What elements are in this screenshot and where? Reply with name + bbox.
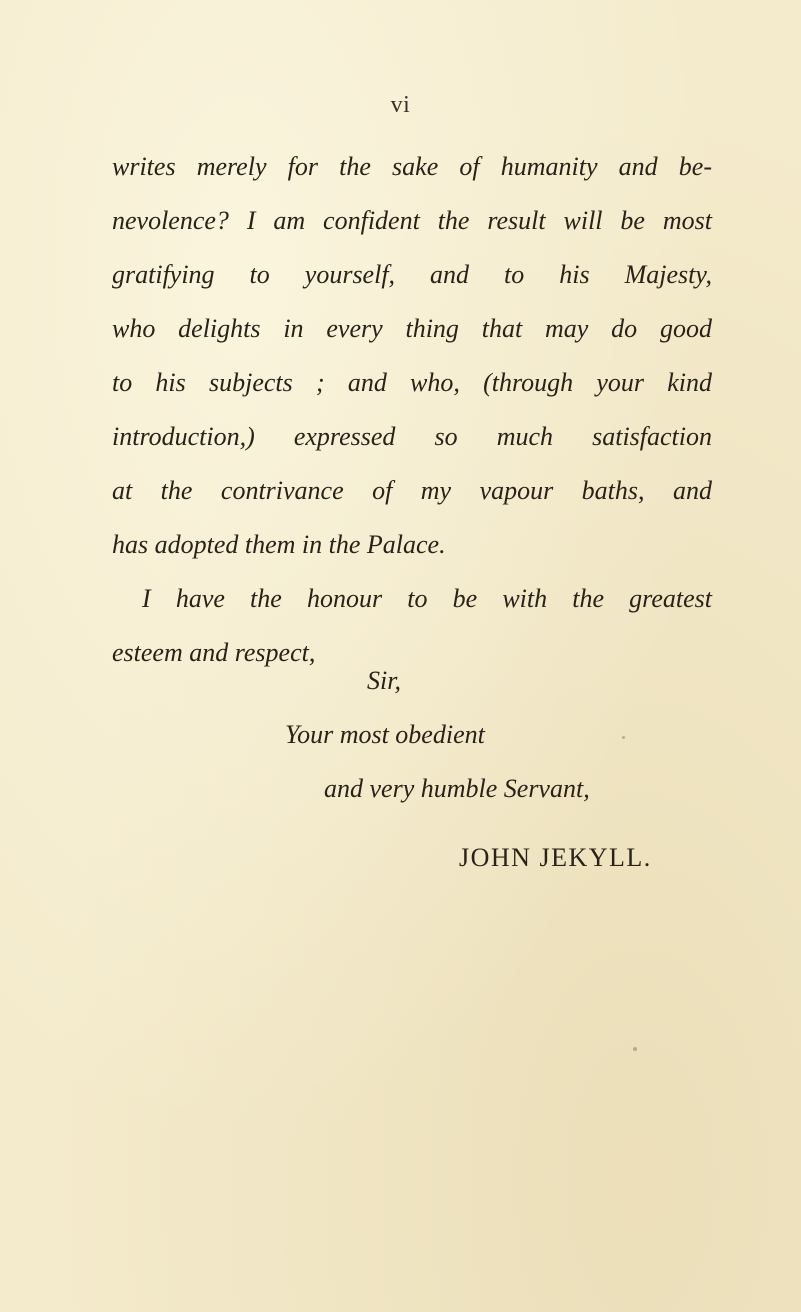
signature: JOHN JEKYLL. — [459, 843, 652, 872]
text-line: to his subjects ; and who, (through your kind — [112, 368, 712, 397]
letter-body — [112, 140, 712, 680]
text-line: at the contrivance of my vapour baths, and — [112, 476, 712, 505]
closing-line: and very humble Servant, — [324, 774, 590, 803]
paper-speck — [622, 736, 625, 739]
salutation: Sir, — [367, 666, 401, 695]
text-line: who delights in every thing that may do good — [112, 314, 712, 343]
text-line: esteem and respect, — [112, 638, 316, 667]
text-line: gratifying to yourself, and to his Majesty, — [112, 260, 712, 289]
text-line: writes merely for the sake of humanity and be- — [112, 152, 712, 181]
text-line: has adopted them in the Palace. — [112, 530, 446, 559]
text-line: I have the honour to be with the greatest — [142, 584, 712, 613]
page-number: vi — [390, 92, 411, 118]
paper-speck — [633, 1047, 637, 1051]
text-line: nevolence? I am confident the result will be most — [112, 206, 712, 235]
text-line: introduction,) expressed so much satisfaction — [112, 422, 712, 451]
closing-line: Your most obedient — [285, 720, 485, 749]
